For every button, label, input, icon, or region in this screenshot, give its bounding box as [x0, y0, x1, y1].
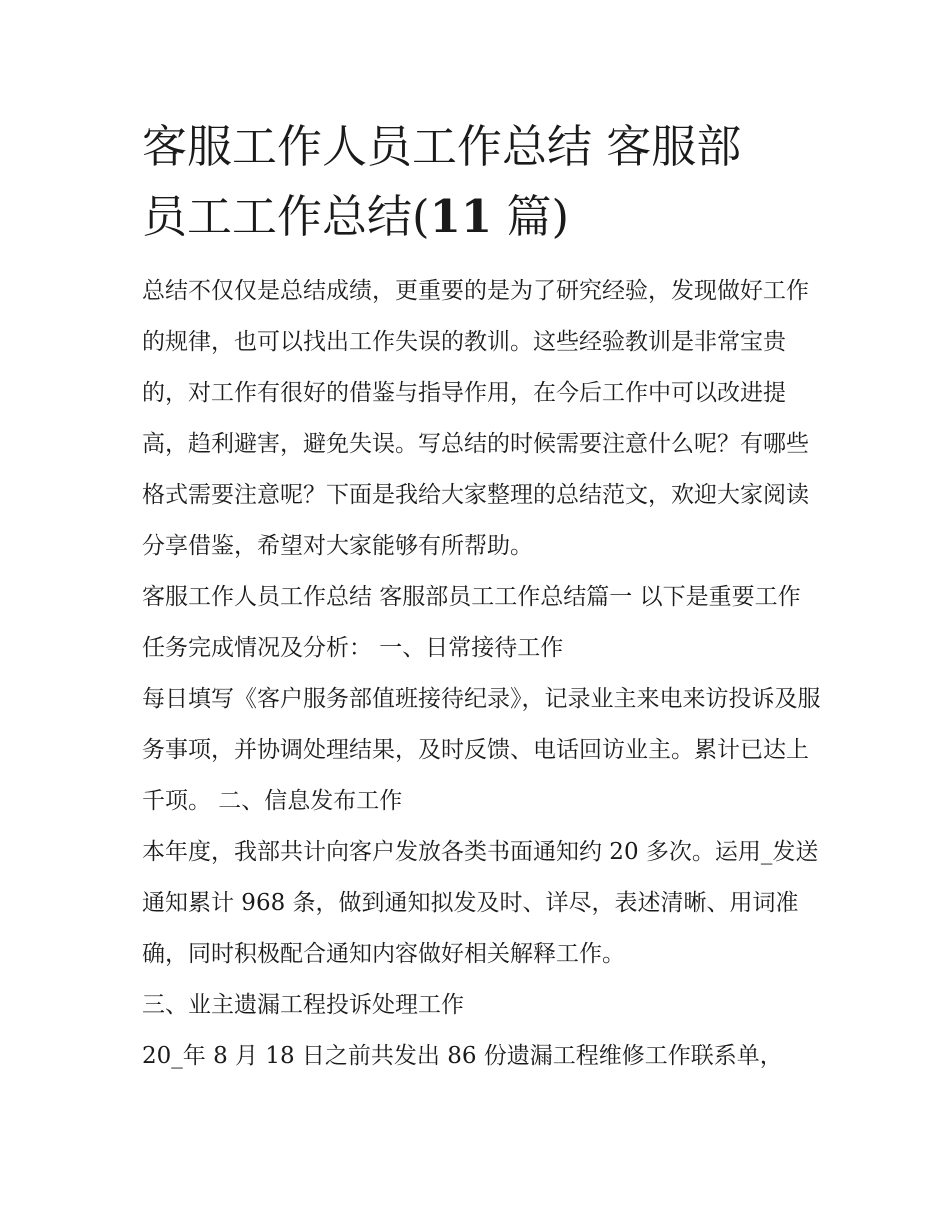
document-page [142, 112, 822, 1082]
paragraph-reception: 每日填写《客户服务部值班接待纪录》，记录业主来电来访投诉及服务事项，并协调处理结果，及时反馈、电话回访业主。累计已达上千项。 二、信息发布工作 [142, 686, 821, 814]
document-title [142, 112, 822, 252]
title-line-2a: 员工工作总结( [142, 190, 430, 243]
paragraph-notices: 本年度，我部共计向客户发放各类书面通知约 20 多次。运用_发送通知累计 968 条，做到通知拟发及时、详尽，表述清晰、用词准确，同时积极配合通知内容做好相关解释工作。 [142, 839, 819, 967]
title-line-1: 客服工作人员工作总结 客服部 [142, 120, 742, 173]
paragraph-intro: 总结不仅仅是总结成绩，更重要的是为了研究经验，发现做好工作的规律，也可以找出工作失误的教训。这些经验教训是非常宝贵的，对工作有很好的借鉴与指导作用，在今后工作中可以改进提高，趋利避害，避免失误。写总结的时候需要注意什么呢？有哪些格式需要注意呢？下面是我给大家整理的总结范文，欢迎大家阅读分享借鉴，希望对大家能够有所帮助。 [142, 278, 809, 559]
title-count: 11 [429, 190, 493, 243]
title-line-2b: 篇) [492, 190, 570, 243]
paragraph-section-1: 客服工作人员工作总结 客服部员工工作总结篇一 以下是重要工作任务完成情况及分析： 一、日常接待工作 [142, 584, 801, 661]
paragraph-heading-3: 三、业主遗漏工程投诉处理工作 [142, 992, 464, 1018]
document-body [142, 266, 822, 1082]
paragraph-repairs: 20_年 8 月 18 日之前共发出 86 份遗漏工程维修工作联系单， [142, 1043, 783, 1069]
